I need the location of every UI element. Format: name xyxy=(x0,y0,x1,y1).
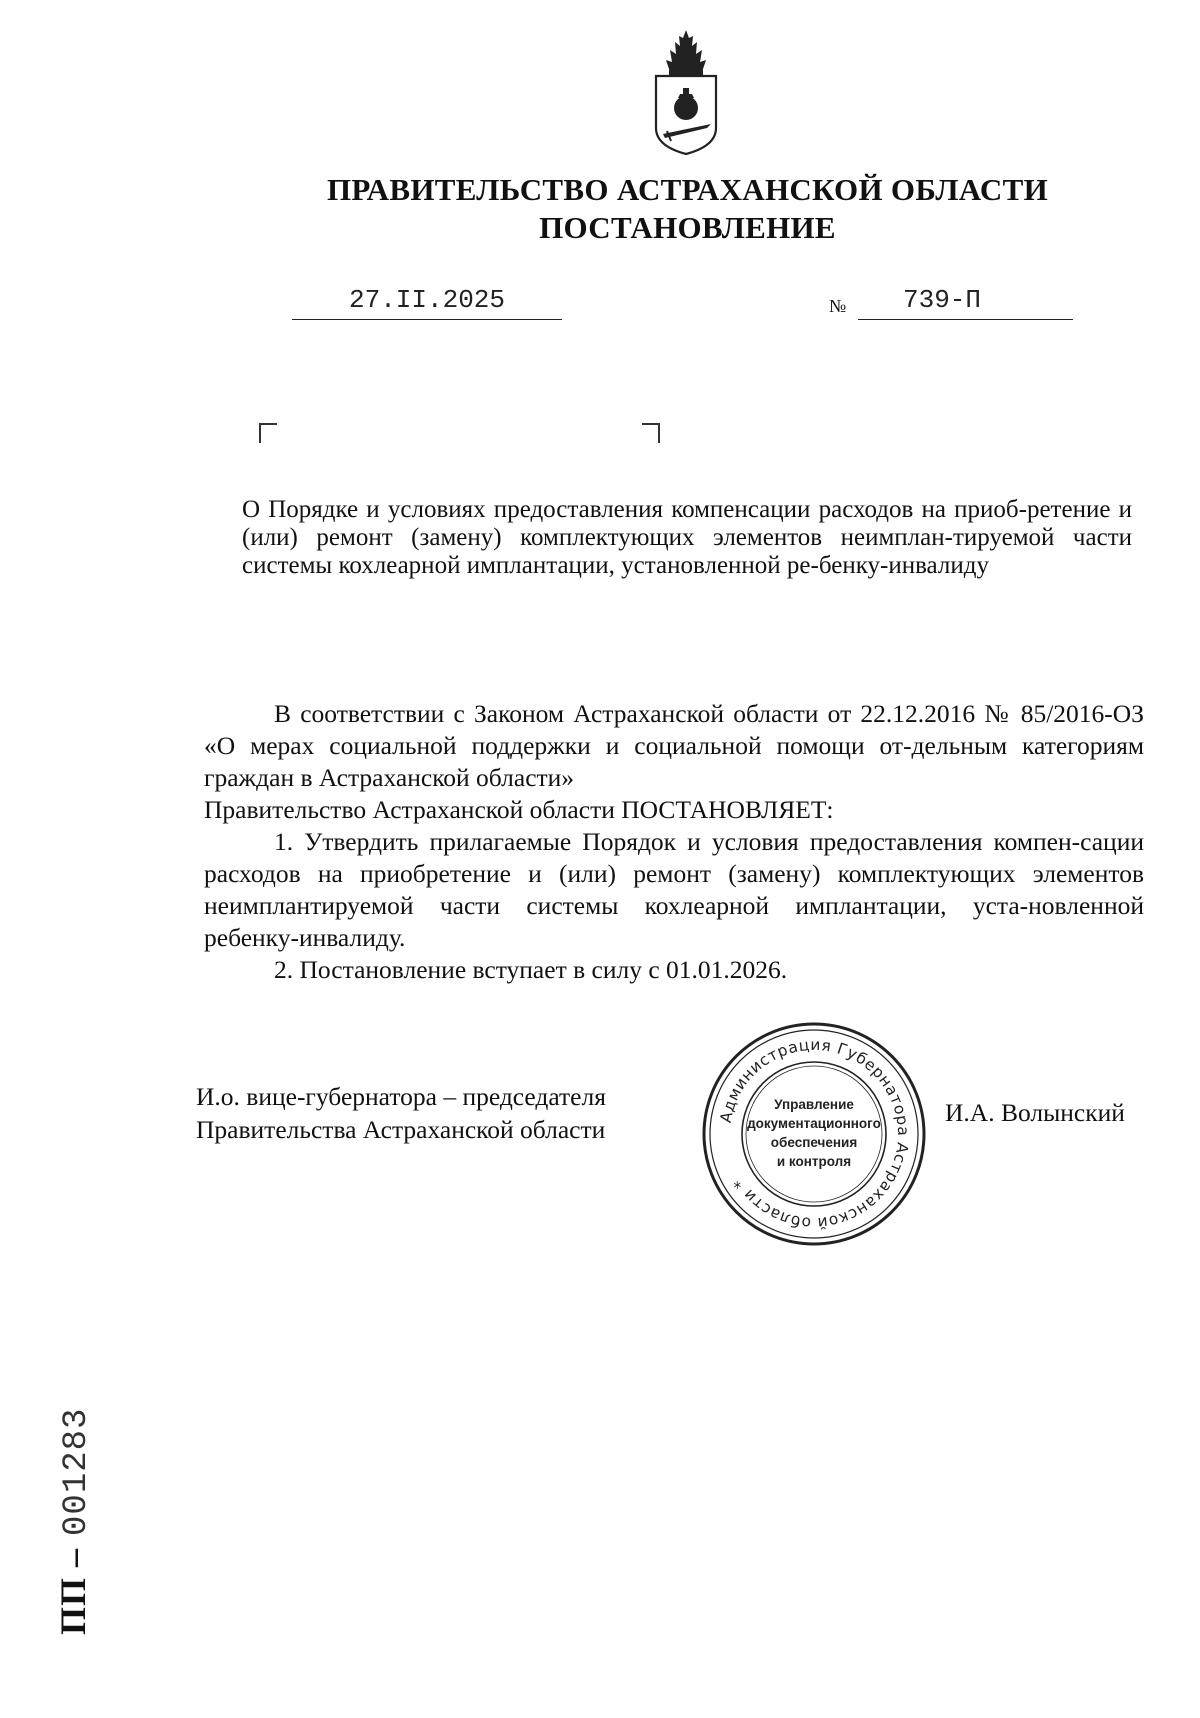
coat-of-arms-emblem xyxy=(645,28,727,156)
stamp-inner-line-1: Управление xyxy=(774,1097,854,1112)
stamp-inner-line-3: обеспечения xyxy=(770,1135,858,1150)
title-corner-mark-left xyxy=(259,423,277,443)
stamp-inner-line-2: документационного xyxy=(747,1116,881,1131)
resolve-line: Правительство Астраханской области ПОСТАНОВЛЯЕТ: xyxy=(204,795,834,824)
registration-prefix: ПП – xyxy=(53,1547,93,1635)
signatory-name: И.А. Волынский xyxy=(945,1098,1125,1127)
signatory-position-line-1: И.о. вице-губернатора – председателя xyxy=(196,1082,606,1111)
signatory-position-line-2: Правительства Астраханской области xyxy=(196,1115,606,1144)
title-corner-mark-right xyxy=(642,423,660,443)
item-2-paragraph: 2. Постановление вступает в силу с 01.01.2026. xyxy=(274,955,788,984)
stamp-outer-text: Администрация Губернатора Астраханской области * xyxy=(716,1035,913,1233)
document-type-heading: ПОСТАНОВЛЕНИЕ xyxy=(539,210,836,245)
number-field xyxy=(858,285,1073,320)
authority-heading: ПРАВИТЕЛЬСТВО АСТРАХАНСКОЙ ОБЛАСТИ xyxy=(326,172,1048,207)
document-date: 27.II.2025 xyxy=(348,285,506,315)
document-title: О Порядке и условиях предоставления компенсации расходов на приоб-ретение и (или) ремонт (замену) комплектующих элементов неимплан-тируемой части системы кохлеарной имплантации, установленной ре-бенку-инвалиду xyxy=(242,496,1132,579)
preamble-paragraph: В соответствии с Законом Астраханской области от 22.12.2016 № 85/2016-ОЗ «О мерах социальной поддержки и социальной помощи от-дельным категориям граждан в Астраханской области» xyxy=(204,699,1144,792)
registration-number xyxy=(52,1408,96,1635)
number-sign: № xyxy=(829,296,847,316)
stamp-inner-line-4: и контроля xyxy=(776,1154,852,1169)
official-stamp xyxy=(700,1020,928,1248)
registration-digits: 001283 xyxy=(58,1407,96,1536)
date-field xyxy=(292,285,562,320)
signatory-position xyxy=(196,1080,676,1146)
document-number: 739-П xyxy=(903,285,982,315)
item-1-paragraph: 1. Утвердить прилагаемые Порядок и условия предоставления компен-сации расходов на приобретение и (или) ремонт (замену) комплектующих элементов неимплантируемой части системы кохлеарной имплантации, уста-новленной ребенку-инвалиду. xyxy=(204,827,1144,952)
document-body xyxy=(204,698,1144,986)
